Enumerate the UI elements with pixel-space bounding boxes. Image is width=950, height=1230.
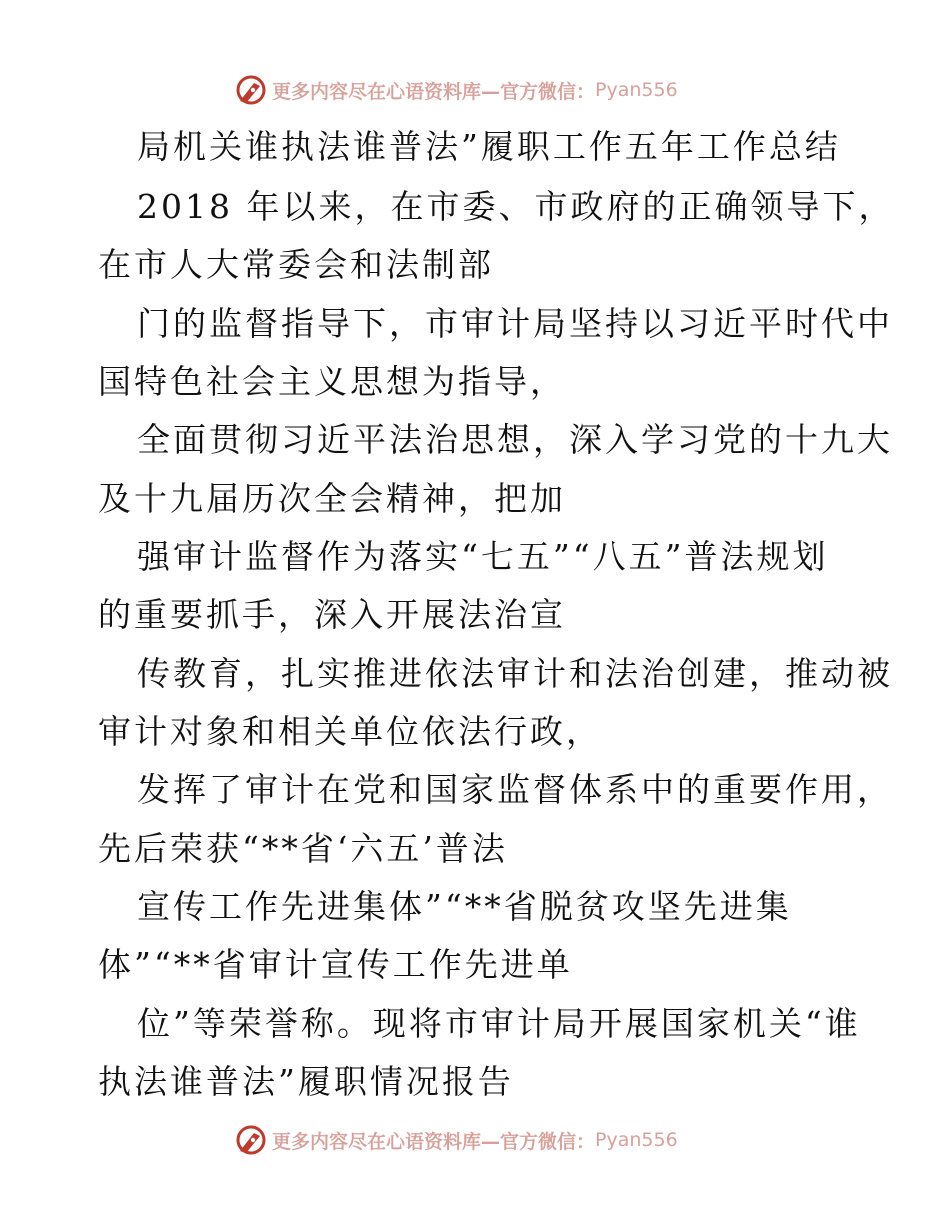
footer-watermark	[234, 1122, 678, 1158]
paragraph-line: 审计对象和相关单位依法行政，	[98, 712, 602, 751]
paragraph-line: 强审计监督作为落实“七五”“八五”普法规划	[137, 537, 829, 576]
paragraph-line: 的重要抓手，深入开展法治宣	[98, 595, 566, 634]
paragraph-line: 全面贯彻习近平法治思想，深入学习党的十九大	[137, 420, 893, 459]
paragraph-line: 先后荣获“**省‘六五’普法	[98, 829, 508, 868]
paragraph-line: 国特色社会主义思想为指导，	[98, 362, 566, 401]
watermark-text: 更多内容尽在心语资料库—官方微信：	[272, 1130, 596, 1153]
watermark-text: 更多内容尽在心语资料库—官方微信：	[272, 80, 596, 103]
paragraph-line: 在市人大常委会和法制部	[98, 245, 494, 284]
paragraph-line: 位”等荣誉称。现将市审计局开展国家机关“谁	[137, 1004, 861, 1043]
pen-nib-logo-icon	[234, 73, 268, 107]
paragraph-line: 门的监督指导下，市审计局坚持以习近平时代中	[137, 304, 893, 343]
paragraph-line: 及十九届历次全会精神，把加	[98, 479, 566, 518]
paragraph-line: 2018 年以来，在市委、市政府的正确领导下，	[137, 187, 895, 226]
paragraph-line: 传教育，扎实推进依法审计和法治创建，推动被	[137, 654, 893, 693]
paragraph-line: 执法谁普法”履职情况报告	[98, 1062, 514, 1101]
paragraph-line: 发挥了审计在党和国家监督体系中的重要作用，	[137, 770, 893, 809]
paragraph-line: 体”“**省审计宣传工作先进单	[98, 945, 573, 984]
pen-nib-logo-icon	[234, 1123, 268, 1157]
paragraph-line: 宣传工作先进集体”“**省脱贫攻坚先进集	[137, 887, 792, 926]
watermark-account: Pyan556	[595, 1129, 678, 1151]
document-title: 局机关谁执法谁普法”履职工作五年工作总结	[137, 127, 841, 166]
watermark-account: Pyan556	[595, 79, 678, 101]
header-watermark	[234, 72, 678, 108]
